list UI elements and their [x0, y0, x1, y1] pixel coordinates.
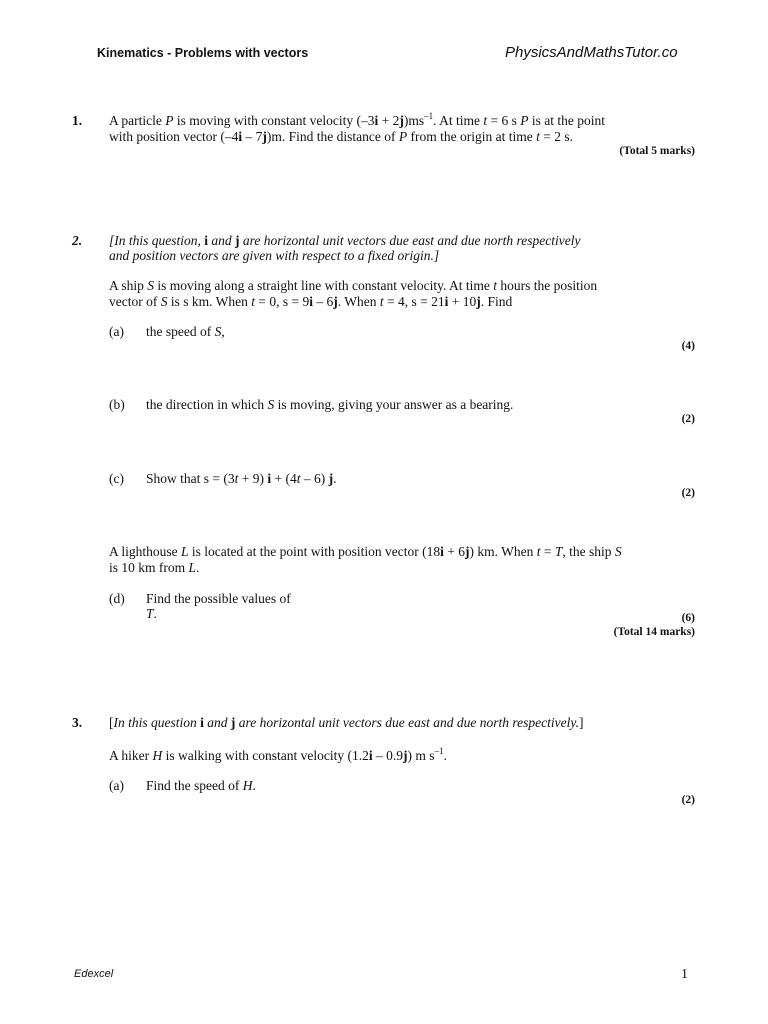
question-2b-label: (b) — [109, 397, 125, 412]
question-2a-marks: (4) — [681, 340, 695, 352]
question-2d-text-line-1: Find the possible values of — [146, 591, 291, 606]
footer-exam-board: Edexcel — [74, 968, 114, 980]
question-2-stem-line-1: A ship S is moving along a straight line with constant velocity. At time t hours the position — [109, 278, 598, 293]
question-2-total-marks: (Total 14 marks) — [613, 626, 695, 638]
question-2d-label: (d) — [109, 591, 125, 606]
page-header-site: PhysicsAndMathsTutor.co — [505, 44, 678, 61]
question-2c-label: (c) — [109, 471, 124, 486]
question-2c-text: Show that s = (3t + 9) i + (4t – 6) j. — [146, 471, 337, 486]
question-3-number: 3. — [72, 715, 83, 730]
footer-page-number: 1 — [681, 967, 688, 982]
question-2d-marks: (6) — [681, 612, 695, 624]
page-header-title: Kinematics - Problems with vectors — [97, 46, 309, 60]
question-3-stem: A hiker H is walking with constant velocity (1.2i – 0.9j) m $s^{-1}$. — [109, 746, 447, 763]
question-2-number: 2. — [72, 233, 83, 248]
question-3a-text: Find the speed of H. — [146, 778, 256, 793]
question-3a-label: (a) — [109, 778, 124, 793]
question-2c-marks: (2) — [681, 487, 695, 499]
question-2-stem-line-2: vector of S is s km. When t = 0, s = 9i – 6j. When t = 4, s = 21i + 10j. Find — [109, 294, 513, 309]
question-2b-marks: (2) — [681, 413, 695, 425]
question-2-lighthouse-line-2: is 10 km from L. — [109, 560, 200, 575]
question-2a-label: (a) — [109, 324, 124, 339]
question-1-line-2: with position vector (–4i – 7j)m. Find the distance of P from the origin at time t = 2 s. — [109, 129, 573, 144]
question-2b-text: the direction in which S is moving, giving your answer as a bearing. — [146, 397, 514, 412]
question-2-lighthouse-line-1: A lighthouse L is located at the point with position vector (18i + 6j) km. When t = T, the ship S — [109, 544, 622, 559]
question-1-number: 1. — [72, 113, 83, 128]
question-2d-text-line-2: T. — [146, 606, 157, 621]
question-2-intro-line-2: and position vectors are given with respect to a fixed origin.] — [109, 248, 440, 263]
question-1-total-marks: (Total 5 marks) — [619, 145, 695, 157]
question-3-intro: [In this question i and j are horizontal unit vectors due east and due north respectively.] — [109, 715, 584, 730]
question-2a-text: the speed of S, — [146, 324, 225, 339]
question-3a-marks: (2) — [681, 794, 695, 806]
question-1-line-1: A particle P is moving with constant velocity $(-3i + 2j)ms^{-1}$. At time t = 6 s P is at the point — [109, 111, 605, 128]
question-2-intro-line-1: [In this question, i and j are horizontal unit vectors due east and due north respectively — [109, 233, 581, 248]
